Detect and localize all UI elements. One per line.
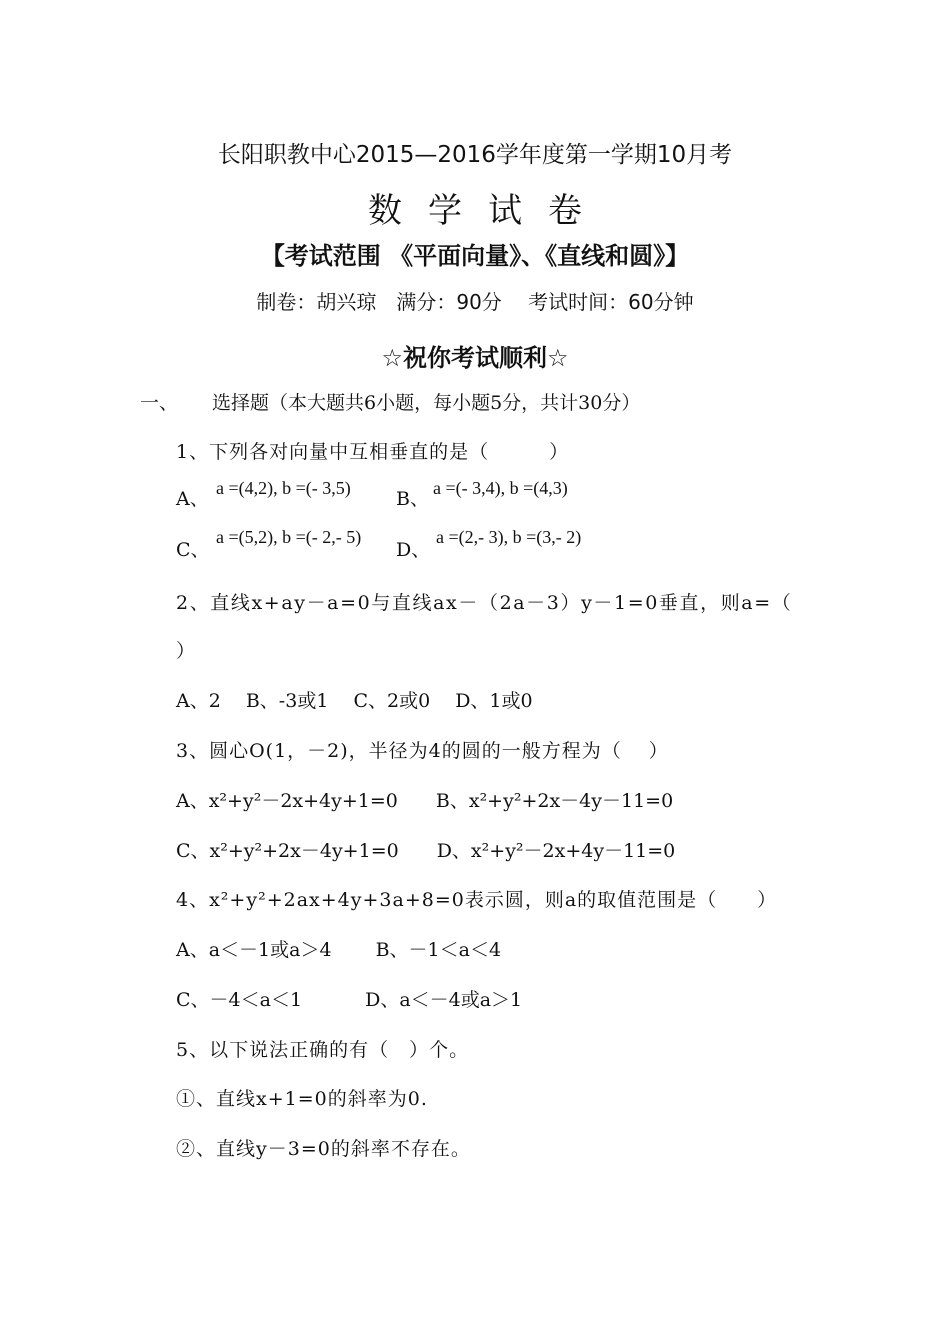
q1-d-label: D、	[396, 539, 431, 561]
q4-options-row2: C、－4＜a＜1 D、a＜－4或a＞1	[176, 989, 523, 1011]
section-heading	[140, 388, 640, 415]
q2-stem-line2: ）	[176, 640, 197, 662]
q5-stem: 5、以下说法正确的有（ ）个。	[176, 1039, 470, 1061]
q3-stem: 3、圆心O(1，－2)，半径为4的圆的一般方程为（ ）	[176, 740, 669, 762]
q1-b-label: B、	[396, 488, 429, 510]
q1-a-math: a =(4,2), b =(- 3,5)	[216, 478, 351, 498]
q2-options: A、2 B、-3或1 C、2或0 D、1或0	[176, 690, 533, 712]
q4-options-row1: A、a＜－1或a＞4 B、－1＜a＜4	[176, 939, 502, 961]
q1-option-a	[176, 484, 209, 511]
q1-option-c	[176, 535, 210, 562]
q1-stem: 1、下列各对向量中互相垂直的是（ ）	[176, 441, 570, 463]
subject-title: 数学试卷	[368, 191, 608, 231]
section-number: 一、	[140, 392, 179, 414]
q3-options-row2: C、x²+y²+2x－4y+1=0 D、x²+y²－2x+4y－11=0	[176, 840, 676, 862]
q2-stem-line1: 2、直线x+ay－a=0与直线ax－（2a－3）y－1=0垂直，则a=（	[176, 592, 793, 614]
q1-c-label: C、	[176, 539, 210, 561]
exam-scope: 【考试范围 《平面向量》、《直线和圆》】	[260, 242, 690, 270]
q1-b-math: a =(- 3,4), b =(4,3)	[433, 478, 568, 498]
exam-title: 长阳职教中心2015—2016学年度第一学期10月考	[217, 142, 733, 168]
q1-d-math: a =(2,- 3), b =(3,- 2)	[436, 527, 582, 547]
wish-line: ☆祝你考试顺利☆	[381, 344, 569, 372]
q4-stem: 4、x²+y²+2ax+4y+3a+8=0表示圆，则a的取值范围是（ ）	[176, 889, 778, 911]
q1-a-label: A、	[176, 488, 209, 510]
q1-option-b	[396, 484, 429, 511]
q3-options-row1: A、x²+y²－2x+4y+1=0 B、x²+y²+2x－4y－11=0	[176, 790, 674, 812]
q5-statement-2: ②、直线y－3=0的斜率不存在。	[176, 1138, 471, 1160]
section-title: 选择题（本大题共6小题，每小题5分，共计30分）	[212, 392, 641, 414]
q5-statement-1: ①、直线x+1=0的斜率为0.	[176, 1088, 428, 1110]
exam-meta: 制卷：胡兴琼 满分：90分 考试时间：60分钟	[256, 290, 694, 314]
q1-c-math: a =(5,2), b =(- 2,- 5)	[216, 527, 362, 547]
q1-option-d	[396, 535, 430, 562]
